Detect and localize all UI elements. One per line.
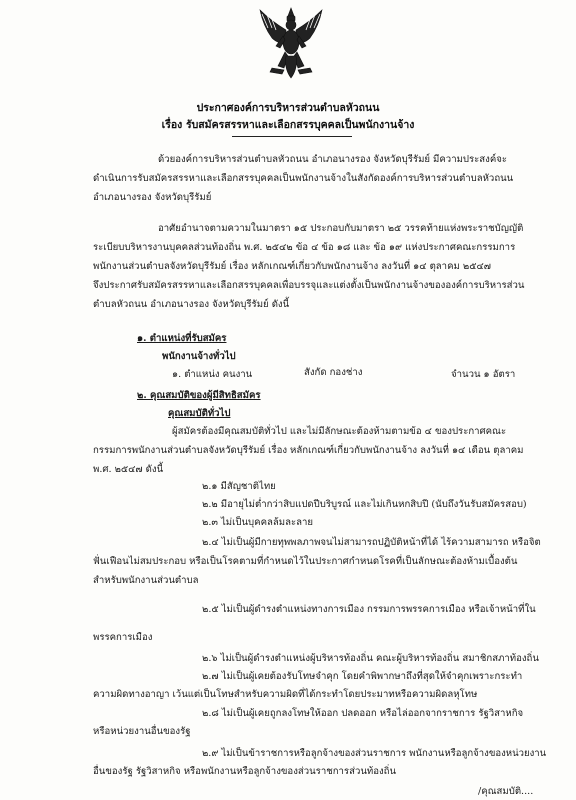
intro-para1-line2: ดำเนินการรับสมัครสรรหาและเลือกสรรบุคคลเป็นพนักงานจ้างในสังกัดองค์การบริหารส่วนตำบลหัวถนน [93,173,514,184]
section1-subheading: พนักงานจ้างทั่วไป [162,351,236,362]
intro-para2-line2: ระเบียบบริหารงานบุคคลส่วนท้องถิ่น พ.ศ. ๒๕๔๒ ข้อ ๔ ข้อ ๑๘ และ ข้อ ๑๙ แห่งประกาศคณะกรรมการ [93,242,516,253]
qualification-2-9-line2: อื่นของรัฐ รัฐวิสาหกิจ หรือพนักงานหรือลูกจ้างของส่วนราชการส่วนท้องถิ่น [93,766,397,777]
position-title: ๑. ตำแหน่ง คนงาน [172,369,253,380]
section2-body-line2: กรรมการพนักงานส่วนตำบลจังหวัดบุรีรัมย์ เรื่อง หลักเกณฑ์เกี่ยวกับพนักงานจ้าง ลงวันที่ ๑๔ เดือน ตุลาคม [93,445,524,456]
intro-para2-line4: จึงประกาศรับสมัครสรรหาและเลือกสรรบุคคลเพื่อบรรจุและแต่งตั้งเป็นพนักงานจ้างขององค์การบริหารส่วน [93,280,525,291]
intro-para2-line3: พนักงานส่วนตำบลจังหวัดบุรีรัมย์ เรื่อง หลักเกณฑ์เกี่ยวกับพนักงานจ้าง ลงวันที่ ๑๔ ตุลาคม ๒๕๔๗ [93,261,491,272]
qualification-2-4-line1: ๒.๔ ไม่เป็นผู้มีกายทุพพลภาพจนไม่สามารถปฏิบัติหน้าที่ได้ ไร้ความสามารถ หรือจิต [202,537,541,548]
section2-body-line1: ผู้สมัครต้องมีคุณสมบัติทั่วไป และไม่มีลักษณะต้องห้ามตามข้อ ๔ ของประกาศคณะ [172,426,507,437]
section1-heading: ๑. ตำแหน่งที่รับสมัคร [137,333,227,344]
qualification-2-8-line1: ๒.๘ ไม่เป็นผู้เคยถูกลงโทษให้ออก ปลดออก หรือไล่ออกจากราชการ รัฐวิสาหกิจ [202,708,524,719]
announcement-subject: เรื่อง รับสมัครสรรหาและเลือกสรรบุคคลเป็นพนักงานจ้าง [161,119,415,131]
qualification-2-3: ๒.๓ ไม่เป็นบุคคลล้มละลาย [202,517,313,528]
qualification-2-7-line1: ๒.๗ ไม่เป็นผู้เคยต้องรับโทษจำคุก โดยคำพิพากษาถึงที่สุดให้จำคุกเพราะกระทำ [202,671,523,682]
qualification-2-7-line2: ความผิดทางอาญา เว้นแต่เป็นโทษสำหรับความผิดที่ได้กระทำโดยประมาทหรือความผิดลหุโทษ [93,689,478,700]
section2-body-line3: พ.ศ. ๒๕๔๗ ดังนี้ [93,464,164,475]
intro-para2-line5: ตำบลหัวถนน อำเภอนางรอง จังหวัดบุรีรัมย์ ดังนี้ [93,299,290,310]
intro-para1-line3: อำเภอนางรอง จังหวัดบุรีรัมย์ [93,192,212,203]
qualification-2-4-line2: ฟั่นเฟือนไม่สมประกอบ หรือเป็นโรคตามที่กำหนดไว้ในประกาศกำหนดโรคที่เป็นลักษณะต้องห้ามเบื้องต้น [93,556,518,567]
qualification-2-8-line2: หรือหน่วยงานอื่นของรัฐ [93,726,191,737]
position-quota: จำนวน ๑ อัตรา [451,369,516,380]
section2-heading: ๒. คุณสมบัติของผู้มีสิทธิสมัคร [137,390,261,401]
qualification-2-6: ๒.๖ ไม่เป็นผู้ดำรงตำแหน่งผู้บริหารท้องถิ่น คณะผู้บริหารท้องถิ่น สมาชิกสภาท้องถิ่น [202,653,539,664]
intro-para1-line1: ด้วยองค์การบริหารส่วนตำบลหัวถนน อำเภอนางรอง จังหวัดบุรีรัมย์ มีความประสงค์จะ [158,154,508,165]
position-affiliation: สังกัด กองช่าง [304,367,363,378]
announcement-title: ประกาศองค์การบริหารส่วนตำบลหัวถนน [196,102,380,114]
section2-subheading: คุณสมบัติทั่วไป [168,408,231,419]
qualification-2-4-line3: สำหรับพนักงานส่วนตำบล [93,575,199,586]
qualification-2-1: ๒.๑ มีสัญชาติไทย [202,481,276,492]
qualification-2-9-line1: ๒.๙ ไม่เป็นข้าราชการหรือลูกจ้างของส่วนราชการ พนักงานหรือลูกจ้างของหน่วยงาน [202,748,547,759]
qualification-2-5-line2: พรรคการเมือง [93,632,153,643]
garuda-emblem-icon [258,6,324,80]
qualification-2-5-line1: ๒.๕ ไม่เป็นผู้ดำรงตำแหน่งทางการเมือง กรรมการพรรคการเมือง หรือเจ้าหน้าที่ใน [202,604,536,615]
title-divider [232,136,352,137]
intro-para2-line1: อาศัยอำนาจตามความในมาตรา ๑๕ ประกอบกับมาตรา ๒๕ วรรคท้ายแห่งพระราชบัญญัติ [158,223,524,234]
qualification-2-2: ๒.๒ มีอายุไม่ต่ำกว่าสิบแปดปีบริบูรณ์ และไม่เกินหกสิบปี (นับถึงวันรับสมัครสอบ) [202,499,527,510]
continuation-marker: /คุณสมบัติ.... [478,786,534,797]
